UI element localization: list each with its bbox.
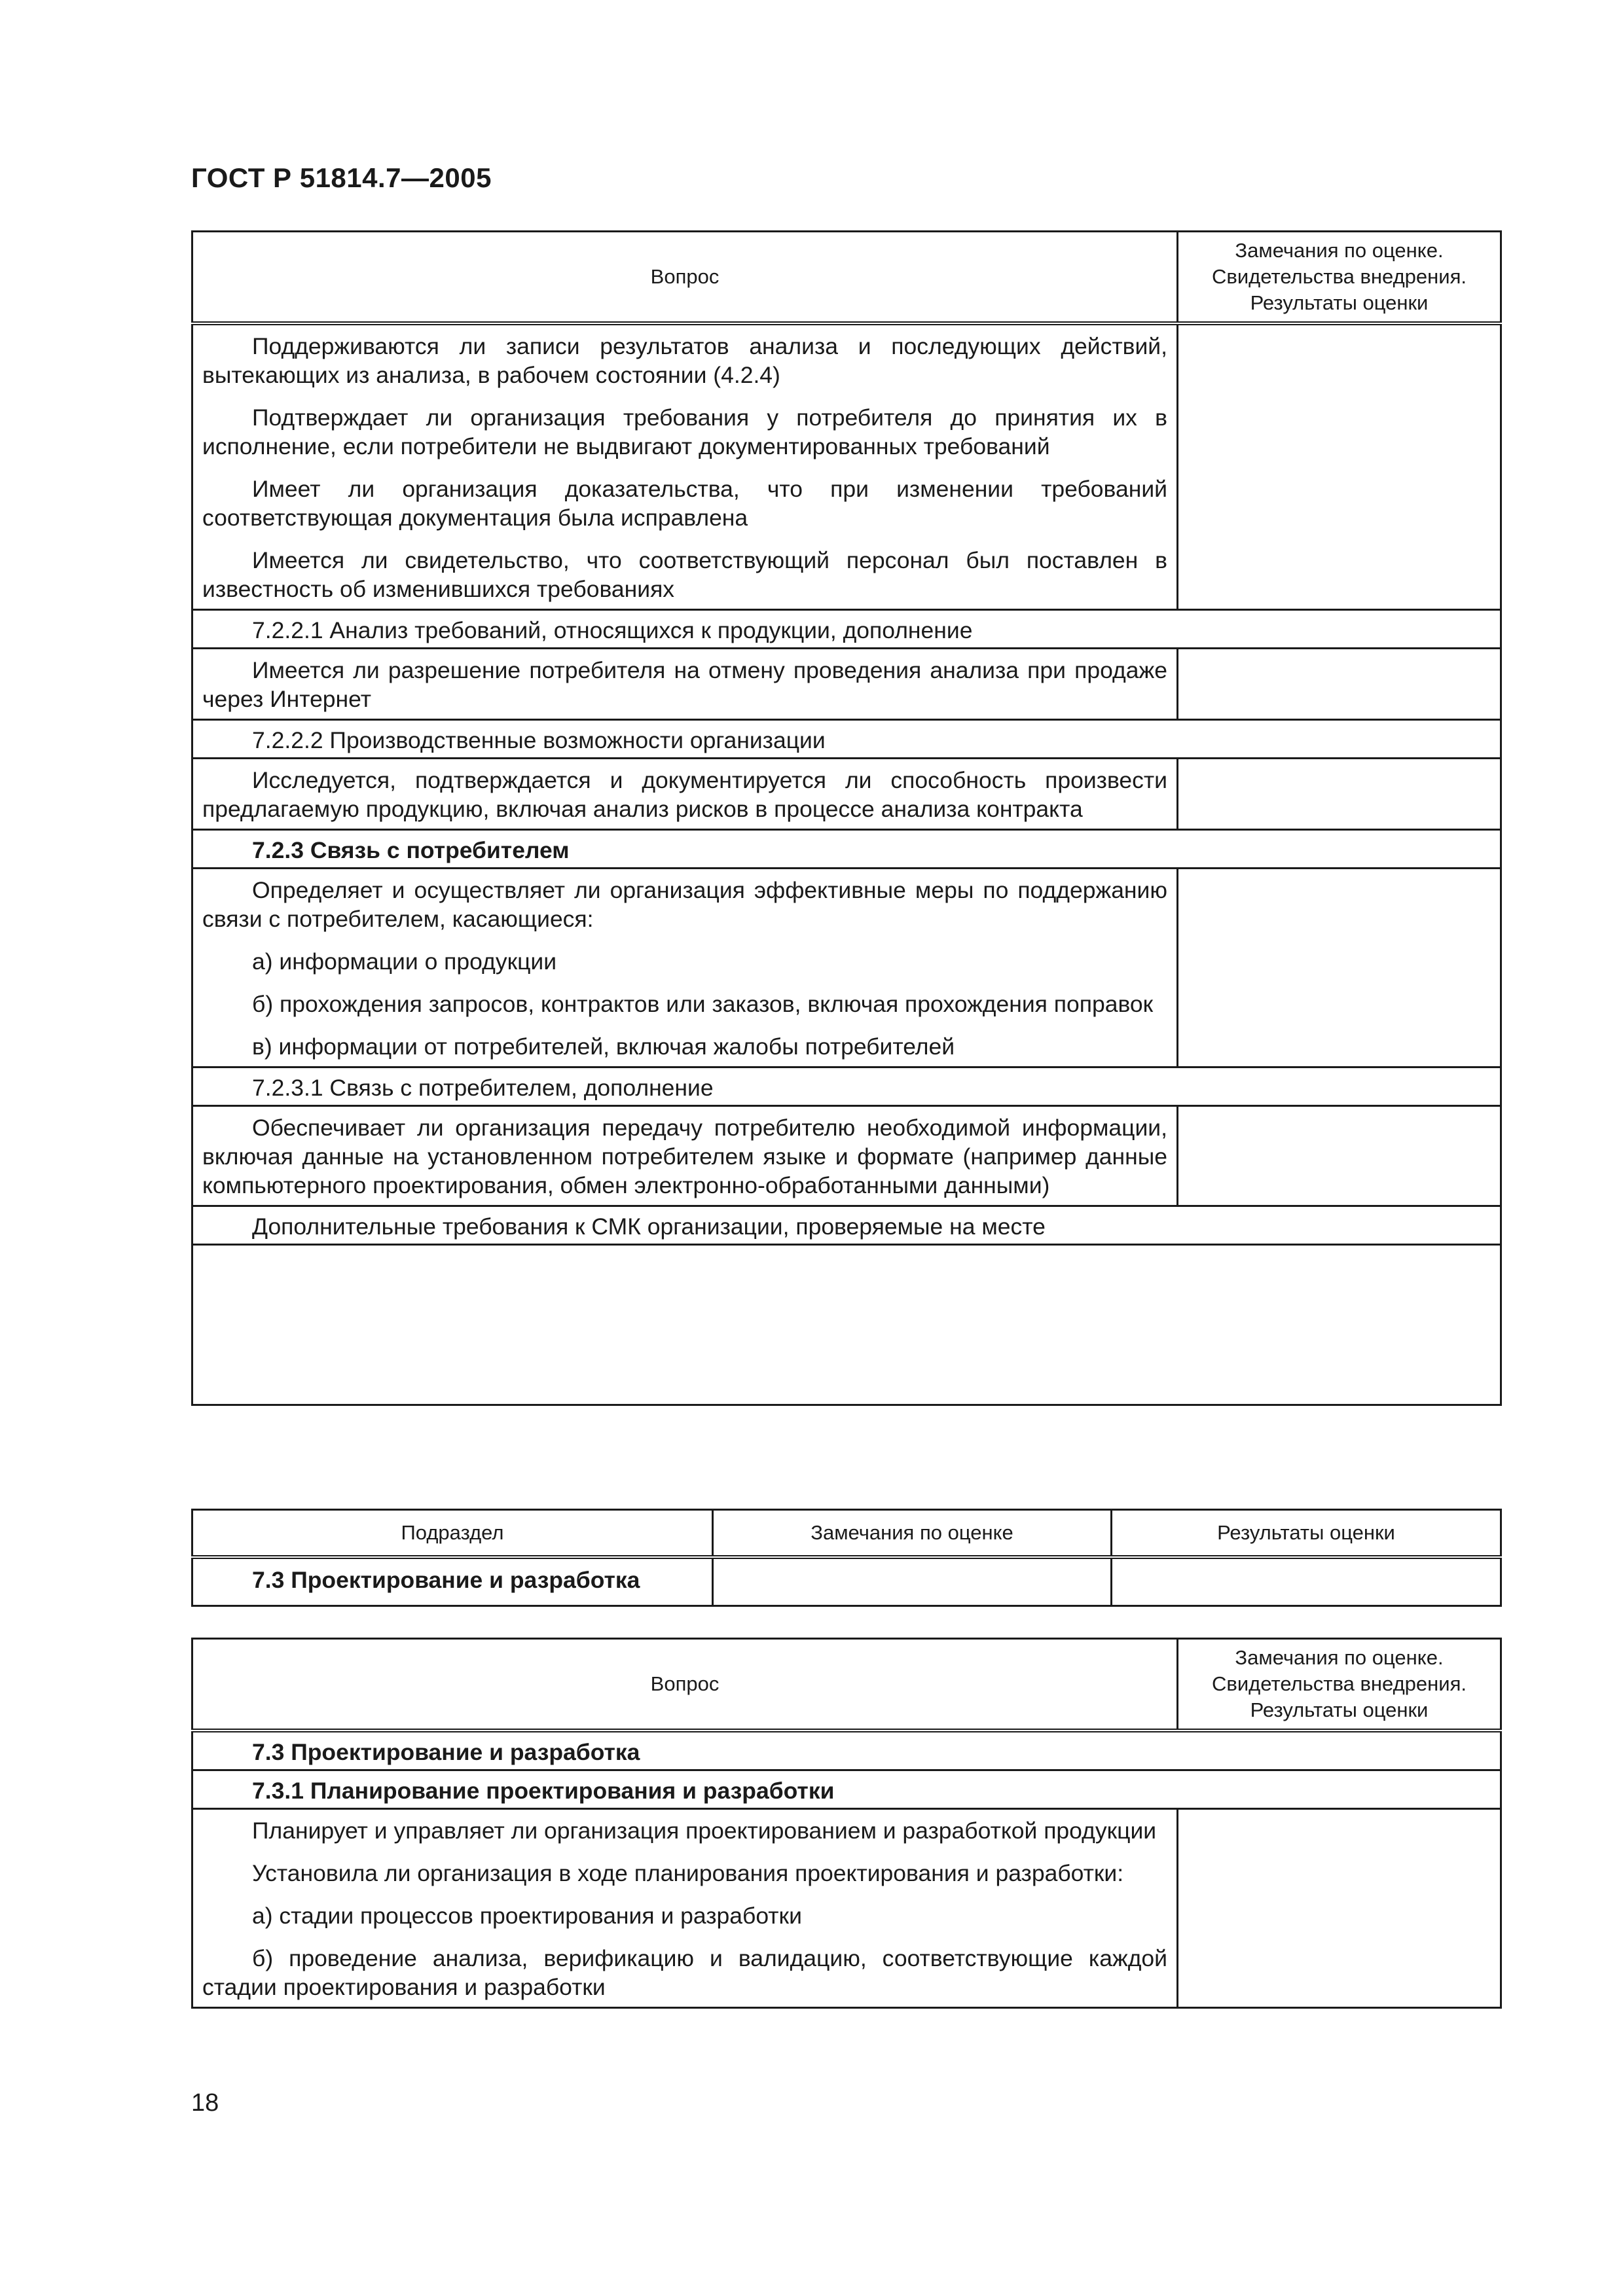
section-row — [192, 719, 1501, 758]
question-text: Имеется ли разрешение потребителя на отмену проведения анализа при продаже через Интернет — [202, 656, 1167, 712]
section-row — [192, 829, 1501, 868]
remarks-cell[interactable] — [1178, 868, 1501, 1067]
additional-requirements-cell[interactable] — [192, 1244, 1501, 1405]
question-text: Обеспечивает ли организация передачу потребителю необходимой информации, включая данные на установленном потребителем языке и формате (например данные компьютерного проектирования, обмен электронно-обработанными данными) — [202, 1114, 1167, 1198]
page-number: 18 — [191, 2089, 219, 2117]
table-row — [192, 868, 1501, 1067]
remarks-cell[interactable] — [713, 1557, 1112, 1605]
subsection-summary-table — [191, 1509, 1502, 1607]
question-text: Поддерживаются ли записи результатов анализа и последующих действий, вытекающих из анализа, в рабочем состоянии (4.2.4) — [202, 332, 1167, 388]
question-text: Подтверждает ли организация требования у потребителя до принятия их в исполнение, если потребители не выдвигают документированных требований — [202, 404, 1167, 459]
question-text: а) информации о продукции — [252, 948, 557, 975]
questions-table-7-3 — [191, 1638, 1502, 2009]
results-cell[interactable] — [1112, 1557, 1501, 1605]
section-heading: 7.2.3 Связь с потребителем — [192, 829, 1501, 868]
question-text: Имеет ли организация доказательства, что при изменении требований соответствующая документация была исправлена — [202, 475, 1167, 531]
question-text: б) проведение анализа, верификацию и валидацию, соответствующие каждой стадии проектирования и разработки — [202, 1945, 1167, 2000]
questions-table-7-2 — [191, 230, 1502, 1406]
column-header-remarks: Замечания по оценке. Свидетельства внедрения. Результаты оценки — [1178, 1639, 1501, 1731]
remarks-cell[interactable] — [1178, 1105, 1501, 1206]
question-text: Исследуется, подтверждается и документируется ли способность произвести предлагаемую продукцию, включая анализ рисков в процессе анализа контракта — [202, 766, 1167, 822]
section-row — [192, 1206, 1501, 1244]
section-row — [192, 1731, 1501, 1770]
table-row — [192, 1557, 1501, 1605]
question-text: Установила ли организация в ходе планирования проектирования и разработки: — [252, 1859, 1124, 1886]
table-row — [192, 648, 1501, 719]
question-text: б) прохождения запросов, контрактов или заказов, включая прохождения поправок — [252, 990, 1154, 1017]
column-header-remarks: Замечания по оценке — [713, 1510, 1112, 1558]
table-row — [192, 1808, 1501, 2007]
question-cell — [192, 758, 1178, 829]
remarks-cell[interactable] — [1178, 323, 1501, 610]
table-row — [192, 1244, 1501, 1405]
subsection-name: 7.3 Проектирование и разработка — [192, 1557, 713, 1605]
remarks-cell[interactable] — [1178, 648, 1501, 719]
section-row — [192, 1067, 1501, 1105]
remarks-cell[interactable] — [1178, 1808, 1501, 2007]
section-heading: 7.2.2.1 Анализ требований, относящихся к продукции, дополнение — [192, 609, 1501, 648]
question-cell — [192, 648, 1178, 719]
section-heading: 7.2.3.1 Связь с потребителем, дополнение — [192, 1067, 1501, 1105]
section-row — [192, 1770, 1501, 1808]
question-text: Определяет и осуществляет ли организация эффективные меры по поддержанию связи с потребителем, касающиеся: — [202, 876, 1167, 932]
question-cell — [192, 1808, 1178, 2007]
table-row — [192, 323, 1501, 610]
column-header-remarks: Замечания по оценке. Свидетельства внедрения. Результаты оценки — [1178, 232, 1501, 323]
question-cell — [192, 323, 1178, 610]
column-header-question: Вопрос — [192, 1639, 1178, 1731]
column-header-results: Результаты оценки — [1112, 1510, 1501, 1558]
column-header-subsection: Подраздел — [192, 1510, 713, 1558]
question-cell — [192, 1105, 1178, 1206]
column-header-question: Вопрос — [192, 232, 1178, 323]
question-text: в) информации от потребителей, включая жалобы потребителей — [252, 1033, 955, 1060]
question-text: а) стадии процессов проектирования и разработки — [252, 1902, 802, 1929]
question-text: Имеется ли свидетельство, что соответствующий персонал был поставлен в известность об изменившихся требованиях — [202, 547, 1167, 602]
question-cell — [192, 868, 1178, 1067]
section-heading: Дополнительные требования к СМК организации, проверяемые на месте — [192, 1206, 1501, 1244]
section-heading: 7.3.1 Планирование проектирования и разработки — [192, 1770, 1501, 1808]
remarks-cell[interactable] — [1178, 758, 1501, 829]
section-row — [192, 609, 1501, 648]
table-row — [192, 1105, 1501, 1206]
section-heading: 7.3 Проектирование и разработка — [192, 1731, 1501, 1770]
section-heading: 7.2.2.2 Производственные возможности организации — [192, 719, 1501, 758]
table-row — [192, 758, 1501, 829]
question-text: Планирует и управляет ли организация проектированием и разработкой продукции — [252, 1817, 1157, 1844]
document-header: ГОСТ Р 51814.7—2005 — [191, 162, 492, 193]
